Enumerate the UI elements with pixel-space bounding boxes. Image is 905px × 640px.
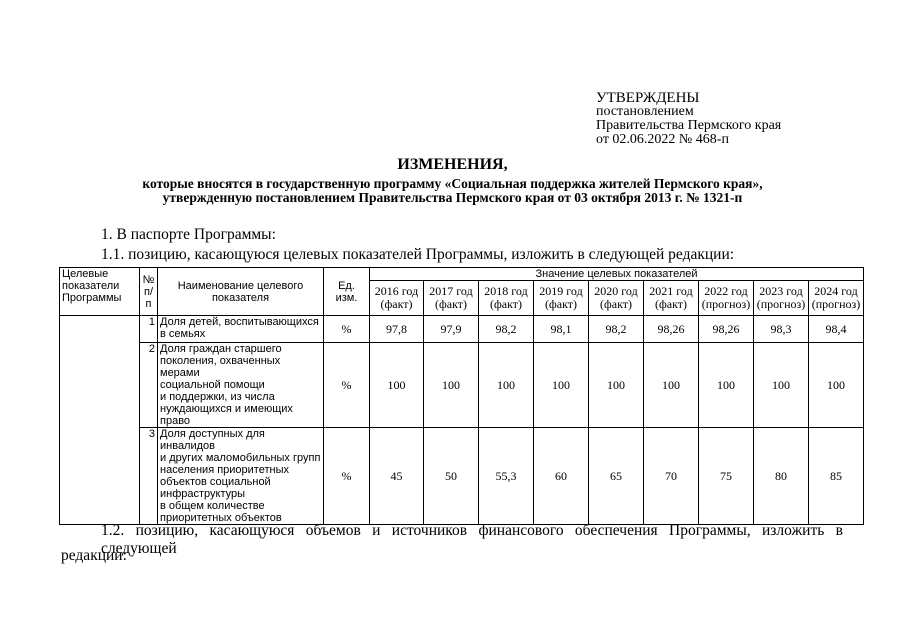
value-cell: 100 <box>754 343 809 428</box>
value-cell: 100 <box>370 343 424 428</box>
header-year <box>644 281 699 316</box>
approval-line: Правительства Пермского края <box>596 118 782 133</box>
value-cell: 98,26 <box>644 316 699 343</box>
value-cell: 50 <box>424 428 479 525</box>
indicator-name-line: Доля граждан старшего <box>160 343 282 355</box>
value-cell: 100 <box>534 343 589 428</box>
value-cell: 97,8 <box>370 316 424 343</box>
year-type: (факт) <box>654 297 687 311</box>
year-type: (факт) <box>380 297 413 311</box>
value-cell: 98,4 <box>809 316 864 343</box>
indicator-name-line: и поддержки, из числа <box>160 391 275 403</box>
header-year <box>699 281 754 316</box>
year-label: 2024 год <box>814 284 858 298</box>
year-label: 2019 год <box>539 284 583 298</box>
header-name: Наименование целевого показателя <box>158 268 324 316</box>
unit-cell: % <box>324 316 370 343</box>
year-label: 2021 год <box>649 284 693 298</box>
row-number: 1 <box>140 316 158 343</box>
unit-cell: % <box>324 343 370 428</box>
document-title: ИЗМЕНЕНИЯ, <box>397 156 508 173</box>
value-cell: 98,26 <box>699 316 754 343</box>
value-cell: 100 <box>424 343 479 428</box>
value-cell: 100 <box>589 343 644 428</box>
year-label: 2016 год <box>374 284 419 298</box>
indicator-name <box>158 316 324 343</box>
value-cell: 98,3 <box>754 316 809 343</box>
header-unit: Ед. изм. <box>324 268 370 316</box>
row-number: 2 <box>140 343 158 428</box>
paragraph: редакции: <box>61 547 127 564</box>
year-label: 2018 год <box>484 284 528 298</box>
year-label: 2022 год <box>704 284 748 298</box>
indicator-name-line: поколения, охваченных мерами <box>160 355 281 379</box>
year-type: (прогноз) <box>701 297 751 311</box>
table-row <box>60 343 864 428</box>
header-year <box>589 281 644 316</box>
paragraph: 1. В паспорте Программы: <box>101 226 276 243</box>
value-cell: 85 <box>809 428 864 525</box>
indicators-cell <box>60 316 140 525</box>
value-cell: 60 <box>534 428 589 525</box>
indicator-name-line: инфраструктуры <box>160 488 246 500</box>
value-cell: 97,9 <box>424 316 479 343</box>
value-cell: 65 <box>589 428 644 525</box>
indicator-name <box>158 428 324 525</box>
approval-line: постановлением <box>596 104 694 119</box>
indicator-name-line: приоритетных объектов <box>160 512 282 524</box>
year-label: 2023 год <box>759 284 803 298</box>
value-cell: 98,2 <box>479 316 534 343</box>
header-year <box>479 281 534 316</box>
value-cell: 75 <box>699 428 754 525</box>
table-row <box>60 428 864 525</box>
value-cell: 70 <box>644 428 699 525</box>
year-type: (факт) <box>489 297 522 311</box>
indicator-name-line: в семьях <box>160 328 206 340</box>
paragraph: 1.2. позицию, касающуюся объемов и источников финансового обеспечения Программы, изложить в следующей <box>101 522 843 557</box>
indicator-name-line: Доля детей, воспитывающихся <box>160 316 319 328</box>
year-label: 2017 год <box>429 284 473 298</box>
paragraph: 1.1. позицию, касающуюся целевых показателей Программы, изложить в следующей редакции: <box>101 246 735 263</box>
value-cell: 98,1 <box>534 316 589 343</box>
subtitle-line: утвержденную постановлением Правительства Пермского края от 03 октября 2013 г. № 1321-п <box>162 190 743 205</box>
value-cell: 100 <box>644 343 699 428</box>
indicator-name-line: нуждающихся и имеющих право <box>160 403 293 427</box>
header-year <box>754 281 809 316</box>
year-type: (факт) <box>434 297 467 311</box>
value-cell: 100 <box>699 343 754 428</box>
year-type: (факт) <box>599 297 632 311</box>
year-type: (прогноз) <box>756 297 806 311</box>
header-year <box>534 281 589 316</box>
value-cell: 80 <box>754 428 809 525</box>
header-values: Значение целевых показателей <box>370 268 864 281</box>
table-row <box>60 316 864 343</box>
approval-title: УТВЕРЖДЕНЫ <box>596 90 700 106</box>
indicator-name-line: объектов социальной <box>160 476 271 488</box>
indicator-name <box>158 343 324 428</box>
header-year <box>809 281 864 316</box>
value-cell: 98,2 <box>589 316 644 343</box>
indicator-name-line: Доля доступных для инвалидов <box>160 428 265 452</box>
indicators-table <box>59 267 864 525</box>
header-indicators: Целевые показатели Программы <box>60 268 140 316</box>
header-year <box>424 281 479 316</box>
year-type: (прогноз) <box>811 297 861 311</box>
header-num: № п/п <box>140 268 158 316</box>
value-cell: 55,3 <box>479 428 534 525</box>
value-cell: 100 <box>479 343 534 428</box>
indicator-name-line: социальной помощи <box>160 379 265 391</box>
value-cell: 100 <box>809 343 864 428</box>
year-label: 2020 год <box>594 284 638 298</box>
approval-line: от 02.06.2022 № 468-п <box>596 132 729 147</box>
unit-cell: % <box>324 428 370 525</box>
subtitle-line: которые вносятся в государственную программу «Социальная поддержка жителей Пермского края», <box>142 176 763 191</box>
header-year <box>370 281 424 316</box>
document-subtitle <box>40 177 865 205</box>
indicator-name-line: в общем количестве <box>160 500 265 512</box>
approval-block <box>596 91 781 147</box>
indicator-name-line: населения приоритетных <box>160 464 289 476</box>
row-number: 3 <box>140 428 158 525</box>
year-type: (факт) <box>544 297 577 311</box>
value-cell: 45 <box>370 428 424 525</box>
indicator-name-line: и других маломобильных групп <box>160 452 321 464</box>
